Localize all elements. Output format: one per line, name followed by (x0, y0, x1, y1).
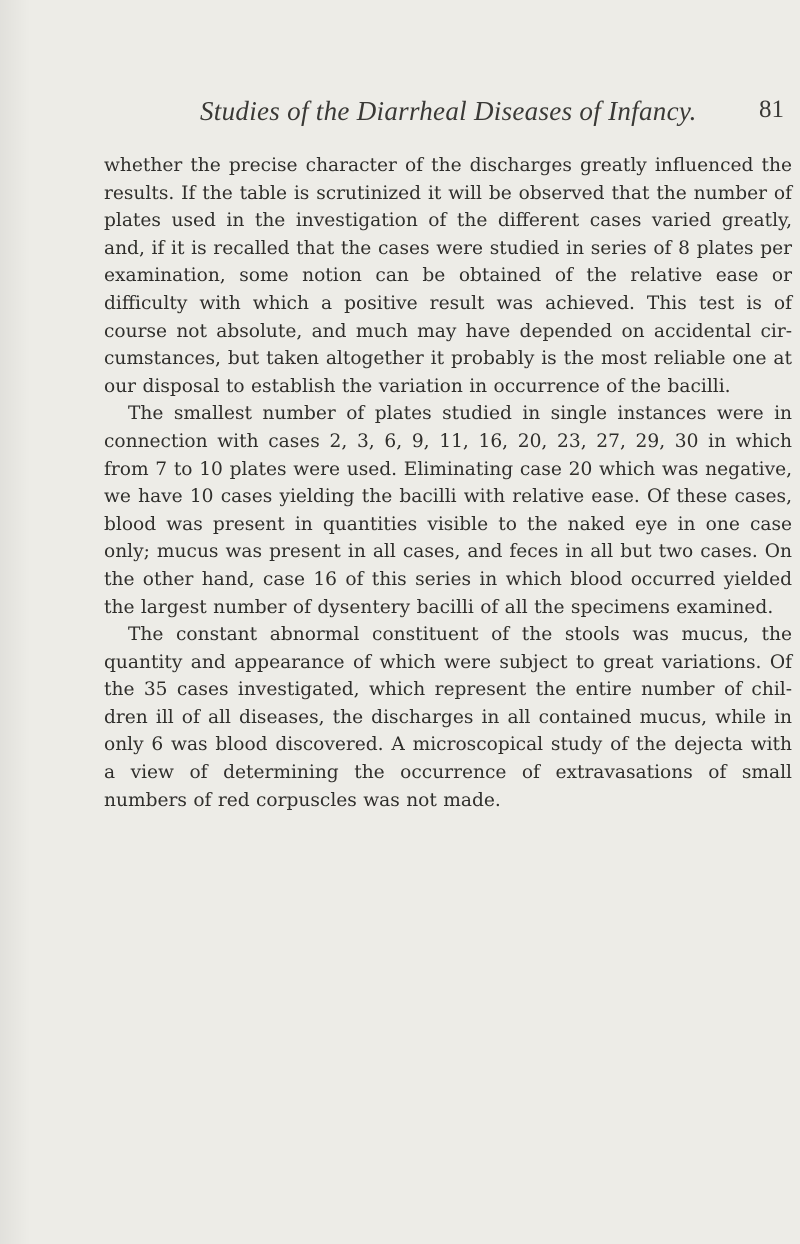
paragraph-1: whether the precise character of the discharges greatly influenced the results. If the table is scrutinized it will be observed that the number of plates used in the investigation of the different cases varied greatly, and, if it is recalled that the cases were studied in series of 8 plates per examination, some notion can be obtained of the relative ease or difficulty with which a positive result was achieved. This test is of course not absolute, and much may have depended on accidental cir-cumstances, but taken altogether it probably is the most reliable one at our disposal to establish the variation in occurrence of the bacilli. (104, 155, 792, 397)
paragraph-2: The smallest number of plates studied in single instances were in connection with cases 2, 3, 6, 9, 11, 16, 20, 23, 27, 29, 30 in which from 7 to 10 plates were used. Eliminating case 20 which was negative, we have 10 cases yielding the bacilli with relative ease. Of these cases, blood was present in quantities visible to the naked eye in one case only; mucus was present in all cases, and feces in all but two cases. On the other hand, case 16 of this series in which blood occurred yielded the largest number of dysentery bacilli of all the specimens examined. (104, 403, 792, 618)
running-title: Studies of the Diarrheal Diseases of Infancy. (200, 96, 697, 126)
body-text (104, 152, 792, 814)
paragraph-3: The constant abnormal constituent of the stools was mucus, the quantity and appearance of which were subject to great variations. Of the 35 cases investigated, which represent the entire number of chil-dren ill of all diseases, the discharges in all contained mucus, while in only 6 was blood discovered. A microscopical study of the dejecta with a view of determining the occurrence of extravasations of small numbers of red corpuscles was not made. (104, 624, 792, 811)
page-number: 81 (759, 96, 784, 123)
running-head (104, 96, 792, 132)
